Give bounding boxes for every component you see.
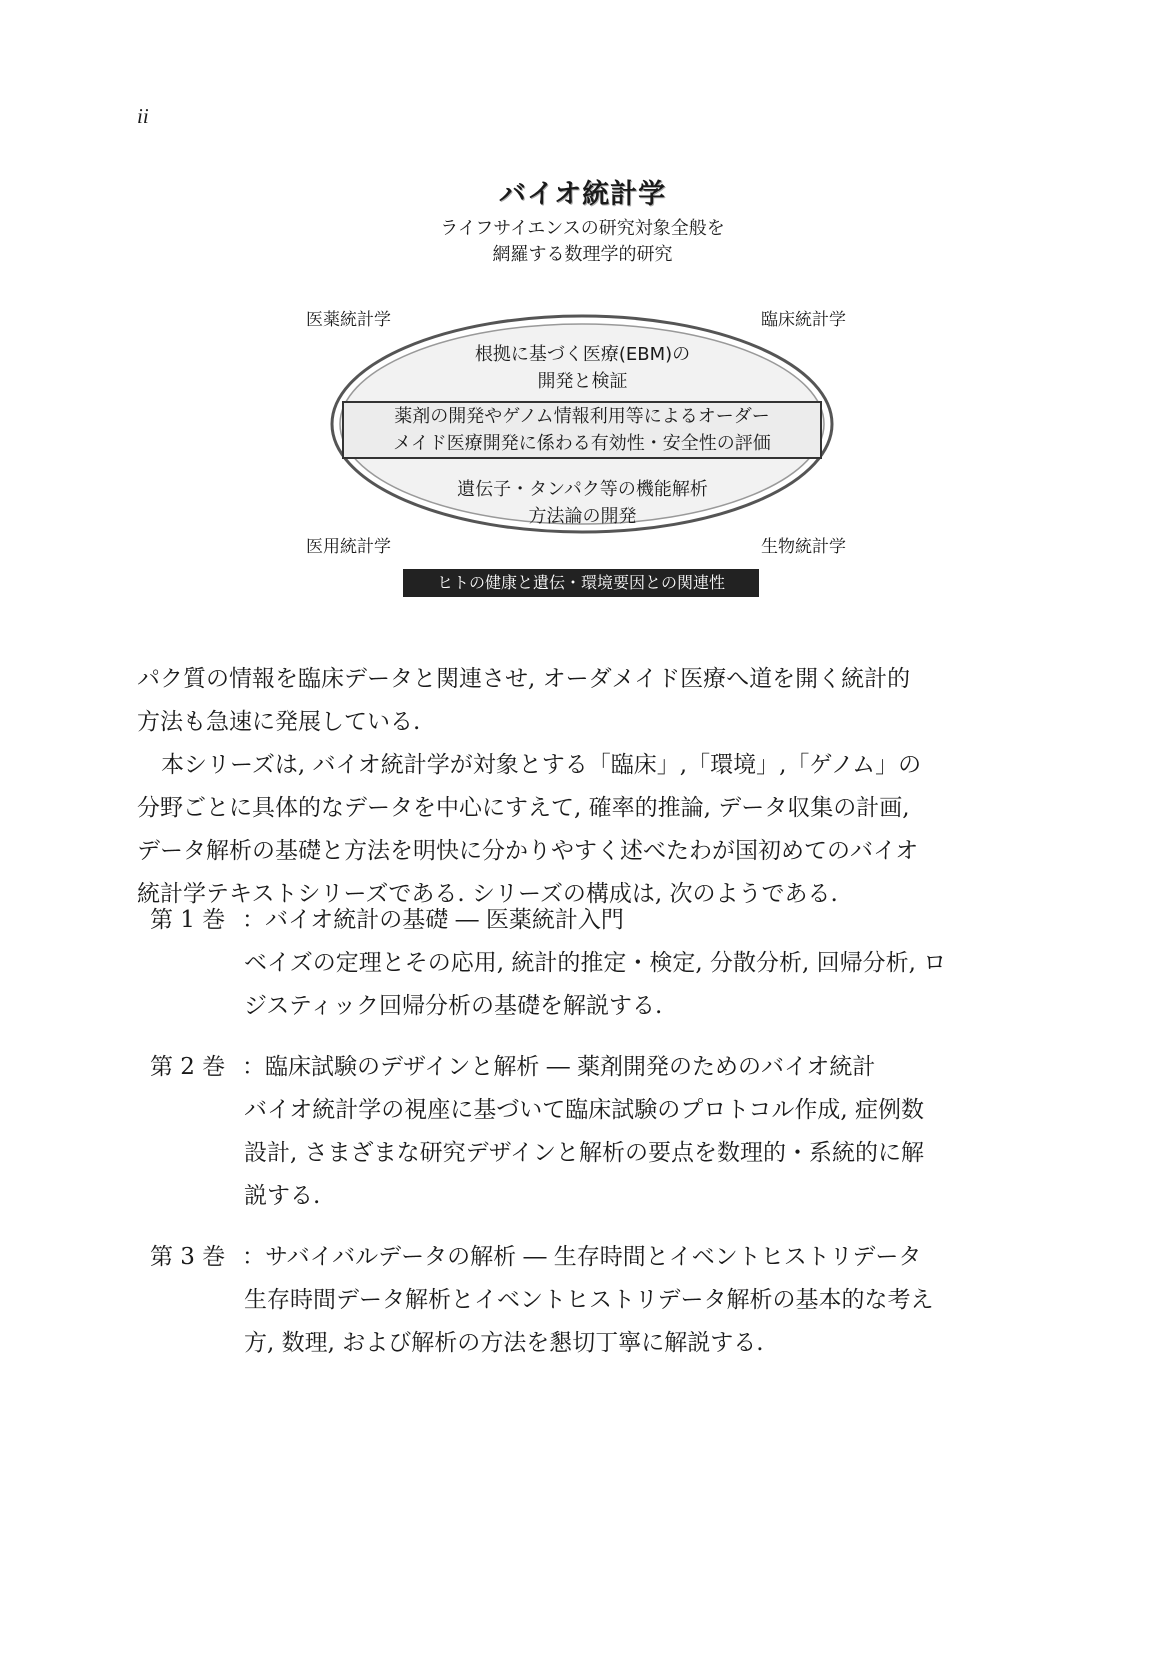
text-line: 本シリーズは, バイオ統計学が対象とする「臨床」,「環境」,「ゲノム」の	[161, 752, 922, 778]
text-line: 設計, さまざまな研究デザインと解析の要点を数理的・系統的に解	[244, 1140, 925, 1166]
ellipse-top-line: 開発と検証	[537, 371, 628, 392]
volume-title: サバイバルデータの解析 ― 生存時間とイベントヒストリデータ	[265, 1244, 922, 1270]
middle-box-line: メイド医療開発に係わる有効性・安全性の評価	[393, 433, 771, 454]
text-line: 方, 数理, および解析の方法を懇切丁寧に解説する.	[244, 1330, 764, 1356]
paragraph-2	[137, 744, 1037, 916]
volume-description	[150, 1089, 1050, 1218]
ellipse-top-text	[0, 341, 1165, 395]
subtitle-line: ライフサイエンスの研究対象全般を	[440, 218, 725, 239]
text-line: ジスティック回帰分析の基礎を解説する.	[244, 993, 663, 1019]
volume-2	[150, 1046, 1050, 1218]
volume-heading: 第 1 巻 ：バイオ統計の基礎 ― 医薬統計入門	[150, 899, 1050, 942]
ellipse-bottom-line: 方法論の開発	[528, 506, 637, 527]
text-line: 分野ごとに具体的なデータを中心にすえて, 確率的推論, データ収集の計画,	[137, 795, 910, 821]
volume-number: 第 2 巻	[150, 1054, 226, 1080]
volume-description	[150, 942, 1050, 1028]
diagram-title: バイオ統計学	[498, 179, 667, 210]
volume-title: バイオ統計の基礎 ― 医薬統計入門	[265, 907, 624, 933]
text-line: バイオ統計学の視座に基づいて臨床試験のプロトコル作成, 症例数	[244, 1097, 925, 1123]
footer-bar: ヒトの健康と遺伝・環境要因との関連性	[403, 569, 759, 597]
paragraph-1	[137, 658, 1037, 744]
page-number: ii	[137, 104, 149, 128]
corner-label-top-right: 臨床統計学	[761, 310, 846, 330]
middle-box-line: 薬剤の開発やゲノム情報利用等によるオーダー	[394, 406, 770, 427]
volume-heading: 第 3 巻 ：サバイバルデータの解析 ― 生存時間とイベントヒストリデータ	[150, 1236, 1050, 1279]
text-line: 方法も急速に発展している.	[137, 709, 421, 735]
corner-label-top-left: 医薬統計学	[306, 310, 391, 330]
text-line: 説する.	[244, 1183, 321, 1209]
text-line: 生存時間データ解析とイベントヒストリデータ解析の基本的な考え	[244, 1287, 934, 1313]
corner-label-bottom-left: 医用統計学	[306, 537, 391, 557]
volume-3	[150, 1236, 1050, 1365]
ellipse-bottom-line: 遺伝子・タンパク等の機能解析	[457, 479, 708, 500]
text-line: ベイズの定理とその応用, 統計的推定・検定, 分散分析, 回帰分析, ロ	[244, 950, 947, 976]
volume-number: 第 3 巻	[150, 1244, 226, 1270]
volume-title: 臨床試験のデザインと解析 ― 薬剤開発のためのバイオ統計	[265, 1054, 876, 1080]
text-line: 統計学テキストシリーズである. シリーズの構成は, 次のようである.	[137, 881, 838, 907]
volume-heading: 第 2 巻 ：臨床試験のデザインと解析 ― 薬剤開発のためのバイオ統計	[150, 1046, 1050, 1089]
bio-statistics-diagram	[0, 0, 1165, 620]
volume-1	[150, 899, 1050, 1028]
ellipse-bottom-text	[0, 476, 1165, 530]
corner-label-bottom-right: 生物統計学	[761, 537, 846, 557]
volume-number: 第 1 巻	[150, 907, 226, 933]
text-line: パク質の情報を臨床データと関連させ, オーダメイド医療へ道を開く統計的	[137, 666, 911, 692]
ellipse-top-line: 根拠に基づく医療(EBM)の	[474, 344, 691, 365]
volume-description	[150, 1279, 1050, 1365]
diagram-subtitle	[0, 216, 1165, 268]
body-text	[137, 658, 1037, 916]
middle-box	[342, 401, 822, 459]
subtitle-line: 網羅する数理学的研究	[492, 244, 673, 265]
text-line: データ解析の基礎と方法を明快に分かりやすく述べたわが国初めてのバイオ	[137, 838, 919, 864]
